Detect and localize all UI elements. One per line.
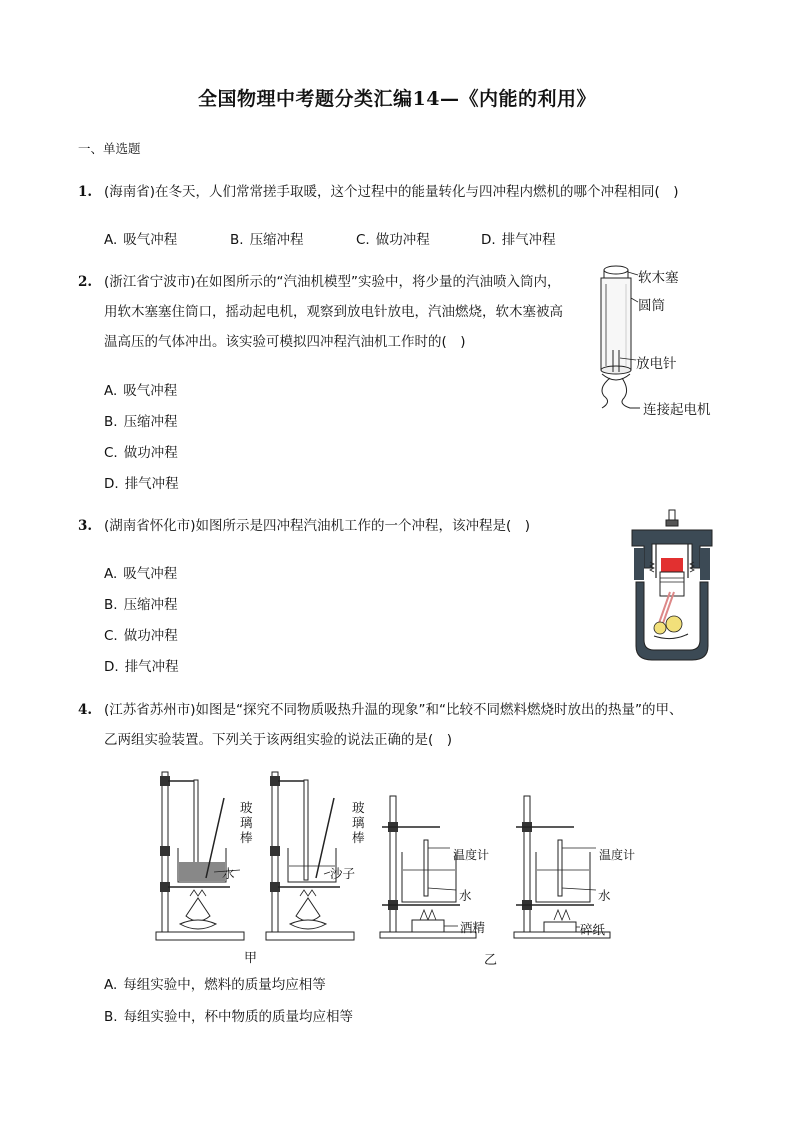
page-title: 全国物理中考题分类汇编14—《内能的利用》: [198, 88, 596, 110]
label-glass-rod-1: 玻璃棒: [240, 800, 253, 845]
option-c: C. 做功冲程: [104, 628, 178, 644]
option-a: A. 每组实验中，燃料的质量均应相等: [104, 977, 326, 993]
option-d: D. 排气冲程: [481, 232, 556, 248]
option-c: C. 做功冲程: [104, 445, 178, 461]
apparatus-sand-glass-rod: [266, 772, 354, 940]
four-stroke-engine-figure: [622, 508, 722, 668]
question-text: (海南省)在冬天，人们常常搓手取暖，这个过程中的能量转化与四冲程内燃机的哪个冲程相同( ): [104, 184, 679, 200]
label-group-yi: 乙: [484, 953, 498, 968]
label-water-2: 水: [459, 888, 472, 903]
label-discharge-needle: 放电针: [636, 356, 677, 372]
question-text-line-2: 乙两组实验装置。下列关于该两组实验的说法正确的是( ): [104, 732, 453, 748]
question-text: (湖南省怀化市)如图所示是四冲程汽油机工作的一个冲程，该冲程是( ): [104, 518, 531, 534]
option-a: A. 吸气冲程: [104, 232, 178, 248]
option-d: D. 排气冲程: [104, 476, 179, 492]
option-c: C. 做功冲程: [356, 232, 430, 248]
label-alcohol: 酒精: [460, 920, 486, 935]
option-b: B. 每组实验中，杯中物质的质量均应相等: [104, 1009, 354, 1025]
apparatus-water-glass-rod: [156, 772, 244, 940]
label-generator: 连接起电机: [643, 402, 711, 418]
label-glass-rod-2: 玻璃棒: [352, 800, 365, 845]
label-sand: 沙子: [330, 866, 356, 881]
question-3: [78, 513, 598, 539]
question-number: 3.: [78, 518, 93, 534]
label-paper: 碎纸: [580, 922, 606, 937]
label-water-1: 水: [222, 866, 235, 881]
label-cork: 软木塞: [638, 270, 679, 286]
label-cylinder: 圆筒: [638, 298, 665, 314]
label-group-jia: 甲: [244, 951, 258, 966]
question-4: [78, 697, 738, 757]
question-number: 1.: [78, 184, 93, 200]
question-text-line-3: 温高压的气体冲出。该实验可模拟四冲程汽油机工作时的( ): [104, 334, 466, 350]
question-text-line-1: (江苏省苏州市)如图是“探究不同物质吸热升温的现象”和“比较不同燃料燃烧时放出的热量”的甲、: [104, 702, 683, 718]
section-heading: 一、单选题: [78, 141, 141, 156]
question-2: [78, 269, 598, 349]
question-number: 4.: [78, 702, 93, 718]
question-1: [78, 179, 738, 205]
question-text-line-2: 用软木塞塞住筒口，摇动起电机，观察到放电针放电，汽油燃烧，软木塞被高: [104, 304, 563, 320]
apparatus-alcohol-burner: [380, 796, 476, 938]
label-thermometer-2: 温度计: [599, 848, 636, 862]
option-b: B. 压缩冲程: [230, 232, 304, 248]
question-text-line-1: (浙江省宁波市)在如图所示的“汽油机模型”实验中，将少量的汽油喷入筒内，: [104, 274, 561, 290]
option-b: B. 压缩冲程: [104, 597, 178, 613]
option-b: B. 压缩冲程: [104, 414, 178, 430]
option-d: D. 排气冲程: [104, 659, 179, 675]
label-thermometer-1: 温度计: [453, 848, 490, 862]
question-number: 2.: [78, 274, 93, 290]
option-a: A. 吸气冲程: [104, 566, 178, 582]
apparatus-paper-burner: [514, 796, 610, 938]
option-a: A. 吸气冲程: [104, 383, 178, 399]
label-water-3: 水: [598, 888, 611, 903]
